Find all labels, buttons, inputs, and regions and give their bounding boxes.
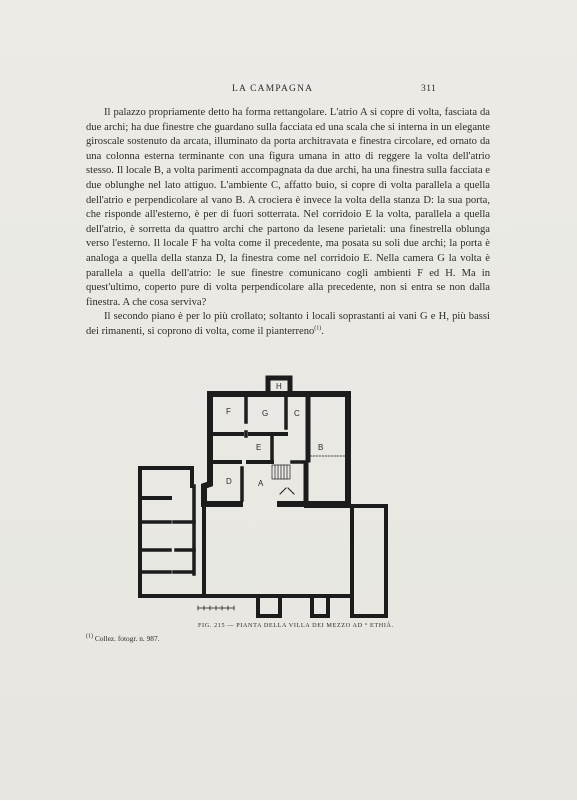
room-label-h: H (276, 382, 282, 391)
right-wing (352, 506, 386, 616)
scale-bar (198, 606, 234, 610)
floor-plan-figure (130, 374, 400, 624)
footnote (86, 634, 386, 643)
room-label-g: G (262, 409, 269, 418)
body-text (86, 106, 490, 340)
room-label-f: F (226, 407, 231, 416)
room-label-c: C (294, 409, 300, 418)
gate-pier-right (312, 596, 328, 616)
footnote-mark: (1) (86, 633, 93, 640)
running-title: LA CAMPAGNA (232, 84, 314, 94)
page-number: 311 (421, 84, 437, 94)
atrium-entry-marks (280, 488, 294, 494)
room-label-e: E (256, 443, 262, 452)
footnote-text: Collez. fotogr. n. 987. (94, 634, 160, 643)
palace-front-wall-left (204, 394, 240, 504)
courtyard-wall (204, 504, 352, 596)
room-label-a: A (258, 479, 264, 488)
staircase (272, 465, 290, 479)
paragraph-2: Il secondo piano è per lo più crollato; soltanto i locali soprastanti ai vani G e H, più bassi dei rimanenti, si coprono di volta, come il pianterreno$^{(1)}$. (86, 311, 490, 337)
room-label-d: D (226, 477, 232, 486)
left-annex-partitions (140, 522, 194, 572)
paragraph-1: Il palazzo propriamente detto ha forma rettangolare. L'atrio A si copre di volta, fasciata da due archi; ha due finestre che guardano sulla facciata ed una scala che si interna in un elegante giroscale sostenuto da arcata, illuminato da porta architravata e finestra circolare, ed ornato da una colonna esterna terminante con una figura umana in atto di reggere la volta dell'atrio stesso. Il locale B, a volta parimenti accompagnata da due archi, ha una finestra sulla facciata e due oblunghe nel lato attiguo. L'ambiente C, affatto buio, si copre di volta parallela a quella dell'atrio e perpendicolare al vano B. A crociera è invece la volta della stanza D: la sua porta, che risponde all'esterno, è per di fuori sotterrata. Nel corridoio E la volta, parallela a quella dell'atrio, è sorretta da quattro archi che partono da lesene parietali: una finestrella oblunga verso l'esterno. Il locale F ha volta come il precedente, ma posata su soli due archi; la porta è analoga a quella della stanza D, la finestra come nel corridoio E. Nella camera G la volta è parallela a quella dell'atrio: le sue finestre comunicano cogli ambienti F ed H. Ma in quest'ultimo, coperto pure di volta perpendicolare alla precedente, non si entra se non dalla finestra. A che cosa serviva? (86, 107, 490, 308)
left-annex-top (140, 468, 192, 498)
running-header (0, 84, 577, 98)
paragraph-2-text: Il secondo piano è per lo più crollato; soltanto i locali soprastanti ai vani G e H, più bassi dei rimanenti, si coprono di volta, come il pianterreno (86, 311, 490, 337)
figure-caption: FIG. 215 — PIANTA DELLA VILLA DEI MEZZO AD ° ETHIÀ. (198, 622, 394, 629)
gate-pier-left (258, 596, 280, 616)
room-label-b: B (318, 443, 324, 452)
footnote-reference: (1) (314, 325, 322, 332)
